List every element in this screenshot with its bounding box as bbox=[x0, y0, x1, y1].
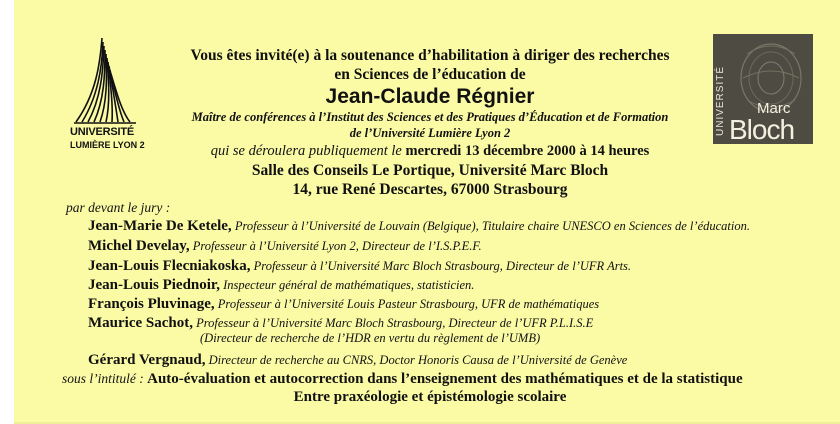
thesis-label: sous l’intitulé : bbox=[62, 371, 148, 386]
marc-bloch-logo-marc: Marc bbox=[757, 100, 791, 117]
lyon2-logo-subtext: LUMIÈRE LYON 2 bbox=[70, 140, 145, 150]
jury-member-name: Maurice Sachot, bbox=[88, 315, 193, 331]
lyon2-logo-icon bbox=[70, 34, 140, 126]
marc-bloch-logo bbox=[713, 34, 813, 144]
jury-member-description: Professeur à l’Université Marc Bloch Strasbourg, Directeur de l’UFR Arts. bbox=[250, 259, 632, 273]
defense-date: mercredi 13 décembre 2000 à 14 heures bbox=[405, 143, 650, 159]
jury-member bbox=[88, 276, 474, 294]
jury-member-description: Professeur à l’Université Marc Bloch Strasbourg, Directeur de l’UFR P.L.I.S.E bbox=[192, 316, 594, 330]
jury-member-description: Inspecteur général de mathématiques, statisticien. bbox=[219, 278, 475, 292]
date-prefix: qui se déroulera publiquement le bbox=[210, 143, 406, 159]
jury-member bbox=[88, 257, 631, 275]
jury-member-name: Jean-Louis Flecniakoska, bbox=[88, 258, 251, 274]
jury-member-name: Jean-Louis Piednoir, bbox=[88, 277, 220, 293]
jury-member-name: Jean-Marie De Ketele, bbox=[88, 218, 232, 234]
thesis-title: Auto-évaluation et autocorrection dans l’enseignement des mathématiques et de la statistique bbox=[147, 371, 743, 387]
jury-member bbox=[88, 237, 482, 255]
jury-member-description: Professeur à l’Université de Louvain (Belgique), Titulaire chaire UNESCO en Sciences de l’éducation. bbox=[231, 219, 750, 233]
defense-date-line bbox=[140, 143, 720, 160]
jury-member-description: Directeur de recherche au CNRS, Doctor Honoris Causa de l’Université de Genève bbox=[205, 353, 628, 367]
lyon2-logo bbox=[70, 34, 145, 154]
jury-member bbox=[88, 314, 593, 332]
defense-room: Salle des Conseils Le Portique, Université Marc Bloch bbox=[251, 162, 609, 179]
jury-member bbox=[88, 295, 599, 313]
lyon2-logo-text: UNIVERSITÉ bbox=[70, 126, 135, 138]
jury-member-note: (Directeur de recherche de l’HDR en vertu du règlement de l’UMB) bbox=[200, 331, 541, 345]
thesis-title-line bbox=[62, 370, 743, 388]
jury-member bbox=[88, 217, 750, 235]
invitation-line-1: Vous êtes invité(e) à la soutenance d’habilitation à diriger des recherches bbox=[190, 47, 670, 64]
jury-member-description: Professeur à l’Université Louis Pasteur Strasbourg, UFR de mathématiques bbox=[214, 297, 600, 311]
marc-bloch-logo-bloch: Bloch bbox=[729, 114, 795, 144]
jury-member bbox=[88, 351, 627, 369]
jury-member-description: Professeur à l’Université Lyon 2, Directeur de l’I.S.P.E.F. bbox=[189, 239, 482, 253]
jury-member-name: Gérard Vergnaud, bbox=[88, 352, 206, 368]
candidate-role-line-1: Maître de conférences à l’Institut des Sciences et des Pratiques d’Éducation et de Formation bbox=[191, 110, 669, 124]
defense-address: 14, rue René Descartes, 67000 Strasbourg bbox=[292, 181, 568, 198]
jury-member-name: François Pluvinage, bbox=[88, 296, 215, 312]
jury-intro: par devant le jury : bbox=[66, 200, 171, 215]
candidate-role-line-2: de l’Université Lumière Lyon 2 bbox=[349, 126, 511, 140]
candidate-name: Jean-Claude Régnier bbox=[325, 85, 535, 108]
thesis-subtitle: Entre praxéologie et épistémologie scolaire bbox=[293, 389, 567, 405]
jury-member-name: Michel Develay, bbox=[88, 238, 190, 254]
invitation-line-2: en Sciences de l’éducation de bbox=[334, 66, 526, 83]
marc-bloch-vertical-text: UNIVERSITÉ bbox=[715, 65, 726, 136]
